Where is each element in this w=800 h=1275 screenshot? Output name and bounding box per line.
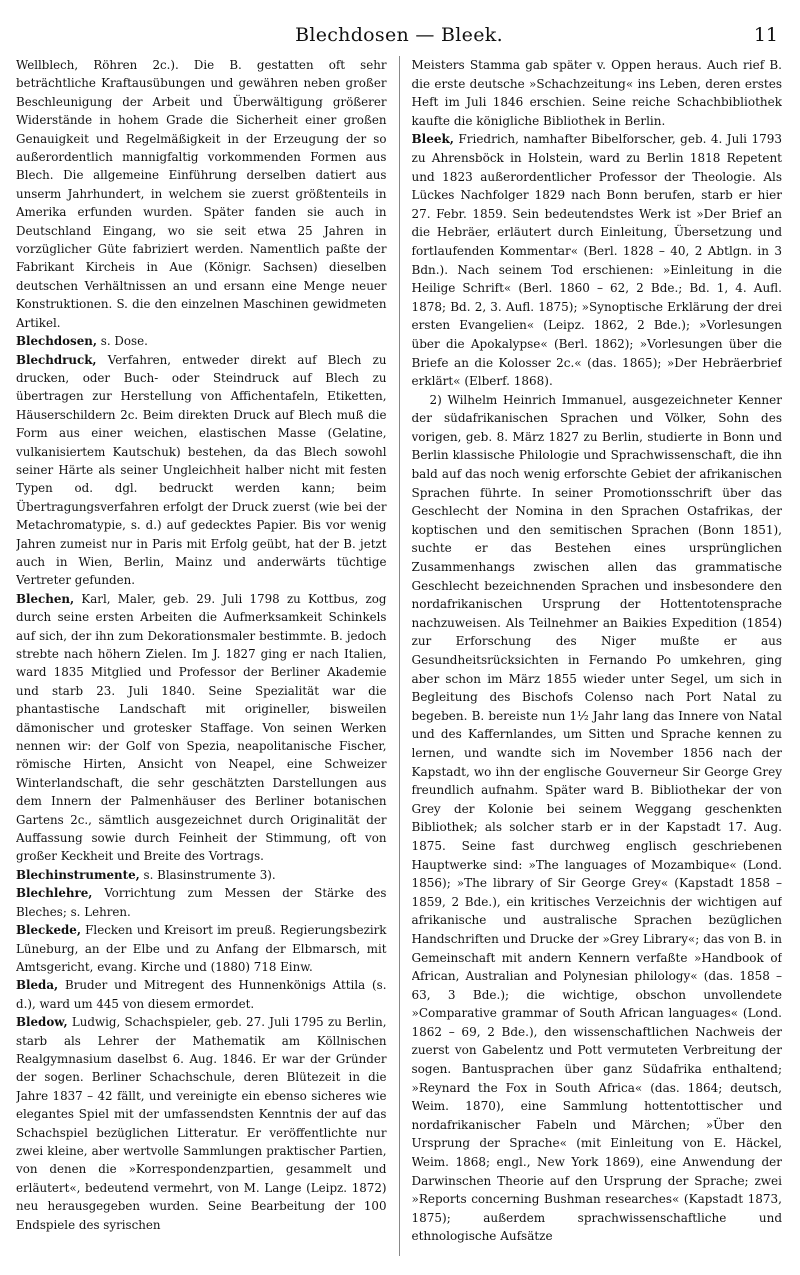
dictionary-entry xyxy=(16,884,387,921)
dictionary-entry xyxy=(16,976,387,1013)
entry-headword: Bleek, xyxy=(411,132,454,147)
entry-headword: Bleckede, xyxy=(16,923,81,938)
entry-headword: Bleda, xyxy=(16,978,59,993)
entry-headword: Blechdosen, xyxy=(16,334,97,349)
right-column xyxy=(412,56,783,1256)
entry-text: Verfahren, entweder direkt auf Blech zu drucken, oder Buch- oder Steindruck auf Blech zu übertragen zur Herstellung von Affichentafeln, Etiketten, Häuserschildern 2c. Beim direkten Druck auf Blech muß die Form aus einer weichen, elastischen Masse (Gelatine, vulkanisiertem Kautschuk) bestehen, da das Blech sowohl seiner Härte als seiner Ungleichheit halber nicht mit festen Typen od. dgl. bedruckt werden kann; beim Übertragungsverfahren erfolgt der Druck zuerst (wie bei der Metachromatypie, s. d.) auf gedecktes Papier. Bis vor wenig Jahren zumeist nur in Paris mit Erfolg geübt, hat der B. jetzt auch in Wien, Berlin, Mainz und anderwärts tüchtige Vertreter gefunden. xyxy=(16,352,387,588)
text-columns xyxy=(16,56,782,1256)
entry-text: Flecken und Kreisort im preuß. Regierungsbezirk Lüneburg, an der Elbe und zu Anfang der Elbmarsch, mit Amtsgericht, evang. Kirche und (1880) 718 Einw. xyxy=(16,923,387,974)
entry-headword: Blechdruck, xyxy=(16,352,97,367)
dictionary-entry xyxy=(16,56,387,332)
left-column xyxy=(16,56,387,1256)
dictionary-entry xyxy=(16,590,387,866)
entry-headword: Blechlehre, xyxy=(16,886,93,901)
dictionary-entry xyxy=(412,391,783,1246)
dictionary-entry xyxy=(16,921,387,976)
dictionary-entry xyxy=(16,866,387,884)
entry-text: s. Dose. xyxy=(97,334,148,349)
entry-text: Bruder und Mitregent des Hunnenkönigs Attila (s. d.), ward um 445 von diesem ermordet. xyxy=(16,978,387,1011)
entry-text: s. Blasinstrumente 3). xyxy=(139,867,276,882)
entry-text: Friedrich, namhafter Bibelforscher, geb. 4. Juli 1793 zu Ahrensböck in Holstein, ward zu Berlin 1818 Repetent und 1823 außerordentlicher Professor der Theologie. Als Lückes Nachfolger 1829 nach Bonn berufen, starb er hier 27. Febr. 1859. Sein bedeutendstes Werk ist »Der Brief an die Hebräer, erläutert durch Einleitung, Übersetzung und fortlaufenden Kommentar« (Berl. 1828 – 40, 2 Abtlgn. in 3 Bdn.). Nach seinem Tod erschienen: »Einleitung in die Heilige Schrift« (Berl. 1860 – 62, 2 Bde.; Bd. 1, 4. Aufl. 1878; Bd. 2, 3. Aufl. 1875); »Synoptische Erklärung der drei ersten Evangelien« (Leipz. 1862, 2 Bde.); »Vorlesungen über die Apokalypse« (Berl. 1862); »Vorlesungen über die Briefe an die Kolosser 2c.« (das. 1865); »Der Hebräerbrief erklärt« (Elberf. 1868). xyxy=(411,132,782,389)
dictionary-entry xyxy=(412,130,783,390)
entry-text: Ludwig, Schachspieler, geb. 27. Juli 1795 zu Berlin, starb als Lehrer der Mathematik am Köllnischen Realgymnasium daselbst 6. Aug. 1846. Er war der Gründer der sogen. Berliner Schachschule, deren Blütezeit in die Jahre 1837 – 42 fällt, und vereinigte ein ebenso sicheres wie elegantes Spiel mit der umfassendsten Kenntnis der auf das Schachspiel bezüglichen Litteratur. Er veröffentlichte nur zwei kleine, aber wertvolle Sammlungen praktischer Partien, von denen die »Korrespondenzpartien, gesammelt und erläutert«, bedeutend vermehrt, von M. Lange (Leipz. 1872) neu herausgegeben wurden. Seine Bearbeitung der 100 Endspiele des syrischen xyxy=(16,1015,387,1232)
entry-text: Vorrichtung zum Messen der Stärke des Bleches; s. Lehren. xyxy=(16,886,387,919)
dictionary-entry xyxy=(16,1013,387,1234)
entry-text: Wellblech, Röhren 2c.). Die B. gestatten oft sehr beträchtliche Kraftausübungen und gewähren neben großer Beschleunigung der Arbeit und Überwältigung größerer Widerstände in hohem Grade die Sicherheit einer großen Genauigkeit und Regelmäßigkeit in der Erzeugung der so außerordentlich mannigfaltig vorkommenden Formen aus Blech. Die allgemeine Einführung derselben datiert aus unserm Jahrhundert, in welchem sie zuerst größtenteils in Amerika erfunden wurden. Später fanden sie auch in Deutschland Eingang, wo sie seit etwa 25 Jahren in vorzüglicher Güte fabriziert werden. Namentlich paßte der Fabrikant Kircheis in Aue (Königr. Sachsen) dieselben deutschen Verhältnissen an und ersann eine Menge neuer Konstruktionen. S. die den einzelnen Maschinen gewidmeten Artikel. xyxy=(16,58,387,330)
entry-headword: Blechen, xyxy=(16,591,75,606)
page-header xyxy=(16,22,782,56)
column-divider xyxy=(399,56,400,1256)
entry-headword: Bledow, xyxy=(16,1015,68,1030)
entry-text: Karl, Maler, geb. 29. Juli 1798 zu Kottbus, zog durch seine ersten Arbeiten die Aufmerksamkeit Schinkels auf sich, der ihn zum Dekorationsmaler bestimmte. B. jedoch strebte nach höhern Zielen. Im J. 1827 ging er nach Italien, ward 1835 Mitglied und Professor der Berliner Akademie und starb 23. Juli 1840. Seine Spezialität war die phantastische Landschaft mit origineller, bisweilen dämonischer und grotesker Staffage. Von seinen Werken nennen wir: der Golf von Spezia, neapolitanische Fischer, römische Hirten, Ansicht von Neapel, eine Schweizer Winterlandschaft, die sehr geschätzten Darstellungen aus dem Innern der Palmenhäuser des Berliner botanischen Gartens 2c., sämtlich ausgezeichnet durch Originalität der Auffassung sowie durch Feinheit der Stimmung, oft von großer Keckheit und Breite des Vortrags. xyxy=(16,591,387,864)
page-number: 11 xyxy=(753,24,778,46)
entry-text: 2) Wilhelm Heinrich Immanuel, ausgezeichneter Kenner der südafrikanischen Sprachen und Völker, Sohn des vorigen, geb. 8. März 1827 zu Berlin, studierte in Bonn und Berlin klassische Philologie und Sprachwissenschaft, die ihn bald auf das noch wenig erforschte Gebiet der afrikanischen Sprachen führte. In seiner Promotionsschrift über das Geschlecht der Nomina in den Sprachen Ostafrikas, der koptischen und den semitischen Sprachen (Bonn 1851), suchte er das Bestehen eines ursprünglichen Zusammenhangs zwischen allen das grammatische Geschlecht bezeichnenden Sprachen und insbesondere den nordafrikanischen Ursprung der Hottentotensprache nachzuweisen. Als Teilnehmer an Baikies Expedition (1854) zur Erforschung des Niger mußte er aus Gesundheitsrücksichten in Fernando Po umkehren, ging aber schon im März 1855 wieder unter Segel, um sich in Begleitung des Bischofs Colenso nach Port Natal zu begeben. B. bereiste nun 1½ Jahr lang das Innere von Natal und des Kaffernlandes, um Sitten und Sprache kennen zu lernen, und wandte sich im November 1856 nach der Kapstadt, wo ihn der englische Gouverneur Sir George Grey freundlich aufnahm. Später ward B. Bibliothekar der von Grey der Kolonie bei seinem Weggang geschenkten Bibliothek; als solcher starb er in der Kapstadt 17. Aug. 1875. Seine fast durchweg englisch geschriebenen Hauptwerke sind: »The languages of Mozambique« (Lond. 1856); »The library of Sir George Grey« (Kapstadt 1858 – 1859, 2 Bde.), ein kritisches Verzeichnis der wichtigen auf afrikanische und australische Sprachen bezüglichen Handschriften und Drucke der »Grey Library«; das von B. in Gemeinschaft mit andern Kennern verfaßte »Handbook of African, Australian and Polynesian philology« (das. 1858 – 63, 3 Bde.); die wichtige, obschon unvollendete »Comparative grammar of South African languages« (Lond. 1862 – 69, 2 Bde.), den wissenschaftlichen Nachweis der zuerst von Gabelentz und Pott vermuteten Verbreitung der sogen. Bantusprachen über ganz Südafrika enthaltend; »Reynard the Fox in South Africa« (das. 1864; deutsch, Weim. 1870), eine Sammlung hottentottischer und nordafrikanischer Fabeln und Märchen; »Über den Ursprung der Sprache« (mit Einleitung von E. Häckel, Weim. 1868; engl., New York 1869), eine Anwendung der Darwinschen Theorie auf den Ursprung der Sprache; zwei »Reports concerning Bushman researches« (Kapstadt 1873, 1875); außerdem sprachwissenschaftliche und ethnologische Aufsätze xyxy=(411,392,782,1244)
entry-text: Meisters Stamma gab später v. Oppen heraus. Auch rief B. die erste deutsche »Schachzeitung« ins Leben, deren erstes Heft im Juli 1846 erschien. Seine reiche Schachbibliothek kaufte die königliche Bibliothek in Berlin. xyxy=(411,58,782,128)
dictionary-entry xyxy=(16,351,387,590)
dictionary-entry xyxy=(16,332,387,350)
running-head: Blechdosen — Bleek. xyxy=(295,24,503,46)
entry-headword: Blechinstrumente, xyxy=(16,867,140,882)
dictionary-entry xyxy=(412,56,783,130)
